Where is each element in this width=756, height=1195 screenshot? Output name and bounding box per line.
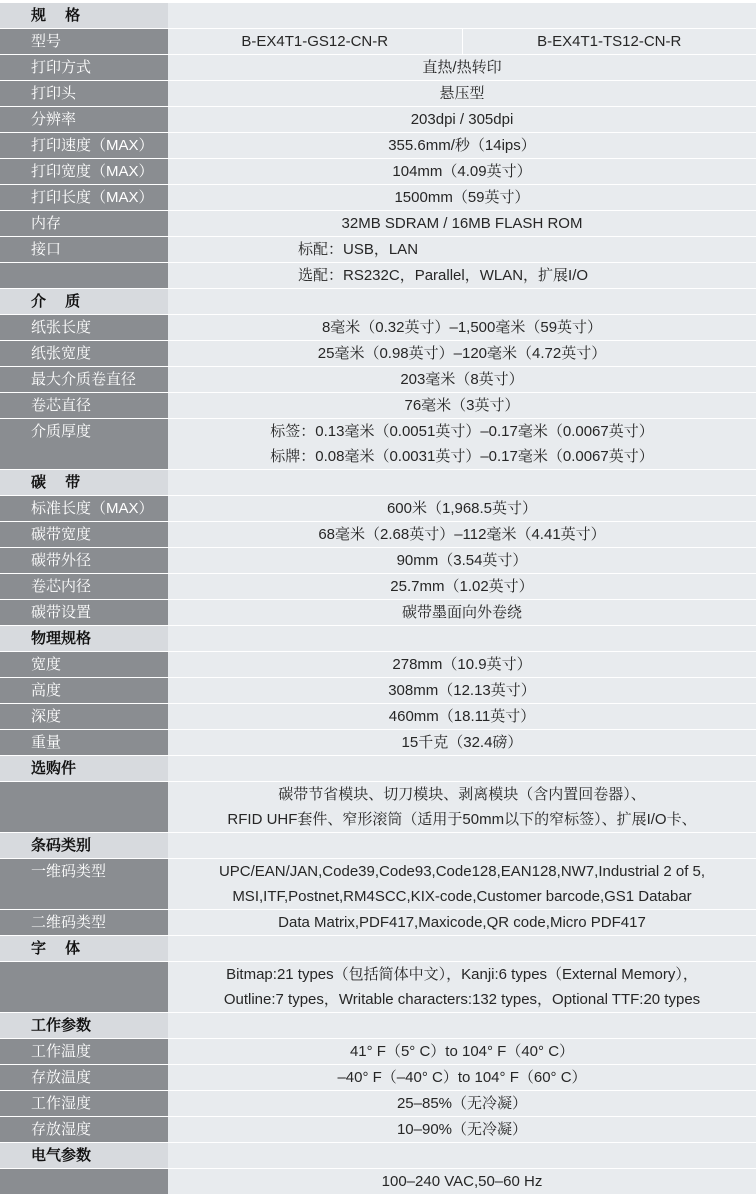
spec-value: 68毫米（2.68英寸）–112毫米（4.41英寸）: [168, 522, 756, 548]
spec-value: 100–240 VAC,50–60 Hz: [168, 1169, 756, 1195]
spec-label: 介质厚度: [0, 419, 168, 470]
spec-row: [0, 185, 756, 211]
spec-label: [0, 962, 168, 1013]
section-header-row: [0, 470, 756, 496]
spec-value: 悬压型: [168, 81, 756, 107]
section-title: 物理规格: [0, 626, 168, 652]
spec-label: 打印长度（MAX）: [0, 185, 168, 211]
spec-value: 1500mm（59英寸）: [168, 185, 756, 211]
spec-row: [0, 522, 756, 548]
spec-row: [0, 159, 756, 185]
spec-label: 打印头: [0, 81, 168, 107]
spec-row: [0, 237, 756, 263]
spec-value: 25–85%（无冷凝）: [168, 1091, 756, 1117]
section-title: 介 质: [0, 289, 168, 315]
spec-label: 碳带设置: [0, 600, 168, 626]
spec-value: 104mm（4.09英寸）: [168, 159, 756, 185]
spec-label: 内存: [0, 211, 168, 237]
spec-value: [168, 833, 756, 859]
spec-row: [0, 962, 756, 1013]
spec-value-line: 标签：0.13毫米（0.0051英寸）–0.17毫米（0.0067英寸）: [168, 419, 756, 444]
spec-value: 碳带墨面向外卷绕: [168, 600, 756, 626]
spec-label: 高度: [0, 678, 168, 704]
spec-row: [0, 341, 756, 367]
section-title: 规 格: [0, 0, 168, 29]
section-title: 碳 带: [0, 470, 168, 496]
spec-value: 8毫米（0.32英寸）–1,500毫米（59英寸）: [168, 315, 756, 341]
section-header-row: [0, 1013, 756, 1039]
spec-label: 纸张长度: [0, 315, 168, 341]
spec-value: [168, 962, 756, 1013]
spec-value: [168, 859, 756, 910]
spec-value: 203dpi / 305dpi: [168, 107, 756, 133]
model-number: B-EX4T1-TS12-CN-R: [463, 29, 756, 54]
spec-row: [0, 1091, 756, 1117]
spec-value-line: UPC/EAN/JAN,Code39,Code93,Code128,EAN128,NW7,Industrial 2 of 5,: [168, 859, 756, 884]
spec-value: 41° F（5° C）to 104° F（40° C）: [168, 1039, 756, 1065]
spec-row: [0, 730, 756, 756]
spec-label: 二维码类型: [0, 910, 168, 936]
spec-row: [0, 910, 756, 936]
spec-value: 308mm（12.13英寸）: [168, 678, 756, 704]
spec-label: 重量: [0, 730, 168, 756]
spec-value: –40° F（–40° C）to 104° F（60° C）: [168, 1065, 756, 1091]
spec-row: [0, 678, 756, 704]
spec-label: [0, 263, 168, 289]
spec-row: [0, 652, 756, 678]
spec-row: [0, 81, 756, 107]
spec-value: 460mm（18.11英寸）: [168, 704, 756, 730]
model-number: B-EX4T1-GS12-CN-R: [168, 29, 463, 54]
spec-value: 32MB SDRAM / 16MB FLASH ROM: [168, 211, 756, 237]
spec-value: Data Matrix,PDF417,Maxicode,QR code,Micro PDF417: [168, 910, 756, 936]
section-title: 电气参数: [0, 1143, 168, 1169]
spec-value: 10–90%（无冷凝）: [168, 1117, 756, 1143]
spec-value: [168, 782, 756, 833]
spec-label: 打印宽度（MAX）: [0, 159, 168, 185]
spec-value: [168, 0, 756, 29]
spec-value: 标配：USB，LAN: [168, 237, 756, 263]
section-header-row: [0, 936, 756, 962]
spec-value: [168, 1013, 756, 1039]
spec-label: 卷芯直径: [0, 393, 168, 419]
spec-value-line: 碳带节省模块、切刀模块、剥离模块（含内置回卷器）、: [168, 782, 756, 807]
spec-label: 碳带外径: [0, 548, 168, 574]
spec-value: [168, 289, 756, 315]
spec-label: 工作温度: [0, 1039, 168, 1065]
spec-label: 存放湿度: [0, 1117, 168, 1143]
spec-row: [0, 211, 756, 237]
spec-row: [0, 133, 756, 159]
spec-value-line: RFID UHF套件、窄形滚筒（适用于50mm以下的窄标签）、扩展I/O卡、: [168, 807, 756, 832]
spec-label: 分辨率: [0, 107, 168, 133]
spec-row: [0, 55, 756, 81]
spec-value-line: 标牌：0.08毫米（0.0031英寸）–0.17毫米（0.0067英寸）: [168, 444, 756, 469]
spec-label: 纸张宽度: [0, 341, 168, 367]
section-header-row: [0, 756, 756, 782]
spec-row: [0, 1169, 756, 1195]
spec-label: 宽度: [0, 652, 168, 678]
section-title: 工作参数: [0, 1013, 168, 1039]
spec-value: [168, 756, 756, 782]
spec-value: [168, 1143, 756, 1169]
spec-row: [0, 496, 756, 522]
spec-value: [168, 470, 756, 496]
spec-value: [168, 29, 756, 55]
spec-label: 碳带宽度: [0, 522, 168, 548]
spec-label: [0, 782, 168, 833]
spec-value: 25.7mm（1.02英寸）: [168, 574, 756, 600]
spec-row: [0, 859, 756, 910]
spec-value: 278mm（10.9英寸）: [168, 652, 756, 678]
spec-label: 卷芯内径: [0, 574, 168, 600]
spec-value: [168, 626, 756, 652]
section-header-row: [0, 289, 756, 315]
spec-value: 直热/热转印: [168, 55, 756, 81]
section-title: 字 体: [0, 936, 168, 962]
spec-label: 一维码类型: [0, 859, 168, 910]
spec-row: [0, 315, 756, 341]
spec-value: 选配：RS232C，Parallel，WLAN，扩展I/O: [168, 263, 756, 289]
spec-row: [0, 600, 756, 626]
spec-row: [0, 263, 756, 289]
spec-label: 型号: [0, 29, 168, 55]
spec-label: 深度: [0, 704, 168, 730]
spec-row: [0, 548, 756, 574]
spec-label: [0, 1169, 168, 1195]
spec-row: [0, 704, 756, 730]
spec-value: 600米（1,968.5英寸）: [168, 496, 756, 522]
spec-label: 打印方式: [0, 55, 168, 81]
section-header-row: [0, 833, 756, 859]
spec-label: 最大介质卷直径: [0, 367, 168, 393]
spec-value-line: Bitmap:21 types（包括简体中文），Kanji:6 types（External Memory），: [168, 962, 756, 987]
spec-label: 工作湿度: [0, 1091, 168, 1117]
spec-row: [0, 1117, 756, 1143]
spec-row: [0, 419, 756, 470]
section-header-row: [0, 1143, 756, 1169]
section-header-row: [0, 0, 756, 29]
spec-value: 76毫米（3英寸）: [168, 393, 756, 419]
spec-label: 打印速度（MAX）: [0, 133, 168, 159]
section-title: 选购件: [0, 756, 168, 782]
spec-value: 203毫米（8英寸）: [168, 367, 756, 393]
spec-value: [168, 936, 756, 962]
spec-value: 355.6mm/秒（14ips）: [168, 133, 756, 159]
spec-row: [0, 367, 756, 393]
spec-value-line: MSI,ITF,Postnet,RM4SCC,KIX-code,Customer barcode,GS1 Databar: [168, 884, 756, 909]
spec-value: 15千克（32.4磅）: [168, 730, 756, 756]
spec-label: 标准长度（MAX）: [0, 496, 168, 522]
spec-row: [0, 1039, 756, 1065]
spec-label: 存放温度: [0, 1065, 168, 1091]
spec-value: 90mm（3.54英寸）: [168, 548, 756, 574]
spec-label: 接口: [0, 237, 168, 263]
section-header-row: [0, 626, 756, 652]
spec-row: [0, 29, 756, 55]
spec-row: [0, 782, 756, 833]
spec-value: [168, 419, 756, 470]
spec-value: 25毫米（0.98英寸）–120毫米（4.72英寸）: [168, 341, 756, 367]
spec-row: [0, 1065, 756, 1091]
spec-row: [0, 107, 756, 133]
spec-row: [0, 393, 756, 419]
spec-value-line: Outline:7 types，Writable characters:132 types，Optional TTF:20 types: [168, 987, 756, 1012]
spec-row: [0, 574, 756, 600]
section-title: 条码类别: [0, 833, 168, 859]
